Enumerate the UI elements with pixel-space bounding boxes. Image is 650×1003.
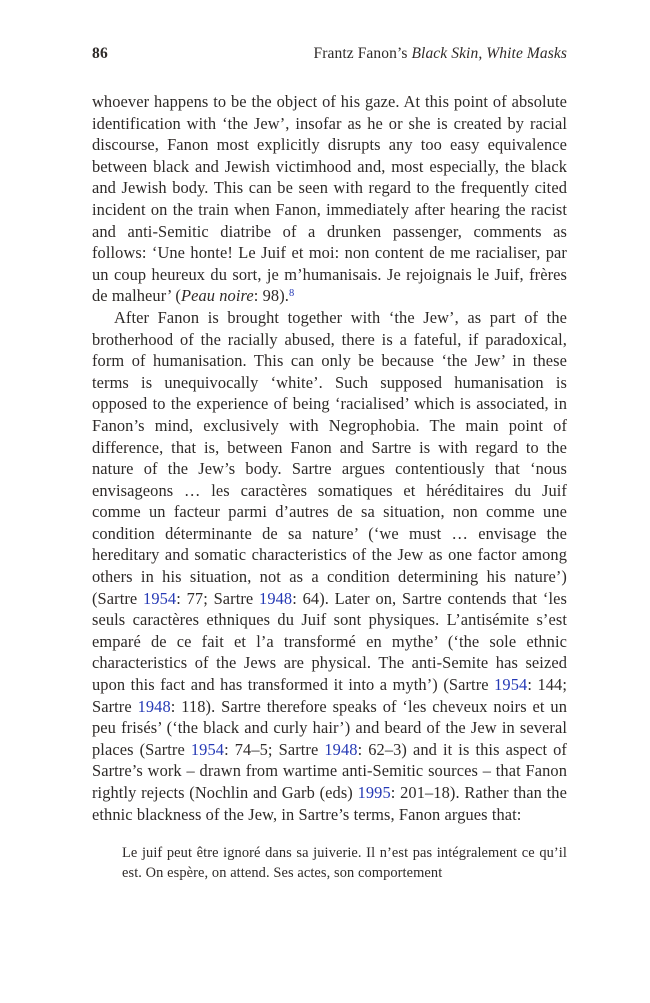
paragraph (92, 91, 567, 307)
paragraph (92, 307, 567, 825)
citation-year-link[interactable]: 1954 (143, 588, 177, 608)
citation-year-link[interactable]: 1995 (357, 783, 391, 802)
running-title-book-name: Black Skin, White Masks (411, 45, 567, 62)
citation-year-link[interactable]: 1948 (324, 739, 358, 759)
citation-year-link[interactable]: 1948 (137, 696, 171, 716)
page-number: 86 (92, 45, 108, 62)
text-run: : 62–3) and it is this aspect of Sartre’s work – drawn from wartime anti-Semitic sources – that Fanon rightly rejects (Nochlin and Garb (eds) (92, 739, 567, 802)
text-run: : 74–5; Sartre (224, 739, 325, 759)
text-run: : 64). Later on, Sartre contends that ‘les seuls caractères ethniques du Juif sont physiques. L’antisémite s’est emparé de ce fait et l’a transformé en mythe’ (‘the sole ethnic characteristics of the Jews are physical. The anti-Semite has seized upon this fact and has transformed it into a myth’) (Sartre (92, 588, 567, 695)
text-run: whoever happens to be the object of his gaze. At this point of absolute identification with ‘the Jew’, insofar as he or she is created by racial discourse, Fanon most explicitly disrupts any too easy equivalence between black and Jewish victimhood and, most especially, the black and Jewish body. This can be seen with regard to the frequently cited incident on the train when Fanon, immediately after hearing the racist and anti-Semitic diatribe of a drunken passenger, comments as follows: ‘Une honte! Le Juif et moi: non content de me racialiser, par un coup heureux du sort, je m’humanisais. Je rejoignais le Juif, frères de malheur’ ( (92, 92, 567, 306)
text-run: : 144; Sartre (92, 675, 567, 716)
block-quote (122, 843, 567, 883)
footnote-ref-link[interactable]: 8 (288, 288, 295, 300)
running-title (314, 44, 567, 63)
text-run: Le juif peut être ignoré dans sa juiverie. Il n’est pas intégralement ce qu’il est. On espère, on attend. Ses actes, son comportement (122, 845, 567, 882)
body-text (92, 91, 567, 825)
text-run: After Fanon is brought together with ‘the Jew’, as part of the brotherhood of the racially abused, there is a fateful, if paradoxical, form of humanisation. This can only be because ‘the Jew’ in these terms is unequivocally ‘white’. Such supposed humanisation is opposed to the experience of being ‘racialised’ which is associated, in Fanon’s mind, exclusively with Negrophobia. The main point of difference, that is, between Fanon and Sartre is with regard to the nature of the Jew’s body. Sartre argues contentiously that ‘nous envisageons … les caractères somatiques et héréditaires du Juif comme un facteur parmi d’autres de sa situation, non comme une condition déterminante de sa nature’ (‘we must … envisage the hereditary and somatic characteristics of the Jew as one factor among others in his situation, not as a condition determining his nature’) (Sartre (92, 307, 567, 608)
running-header (92, 44, 567, 63)
citation-year-link[interactable]: 1948 (259, 588, 293, 608)
text-run: : 118). Sartre therefore speaks of ‘les cheveux noirs et un peu frisés’ (‘the black and curly hair’) and beard of the Jew in several places (Sartre (92, 696, 567, 759)
running-title-plain: Frantz Fanon’s (313, 45, 412, 62)
text-run: : 77; Sartre (176, 588, 260, 608)
italic-text: Peau noire (180, 286, 254, 306)
text-run: : 98). (253, 286, 289, 306)
citation-year-link[interactable]: 1954 (190, 739, 225, 759)
citation-year-link[interactable]: 1954 (494, 675, 528, 695)
text-run: : 201–18). Rather than the ethnic blackness of the Jew, in Sartre’s terms, Fanon argues that: (92, 783, 567, 824)
